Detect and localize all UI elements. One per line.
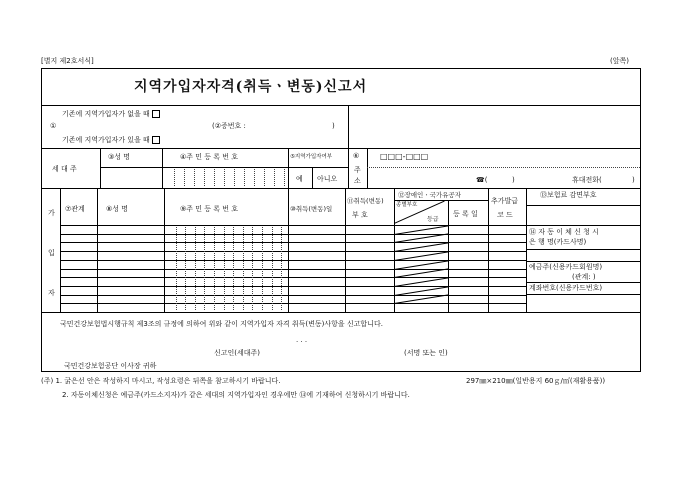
divider bbox=[162, 148, 163, 188]
divider bbox=[348, 148, 640, 149]
member-row-line bbox=[60, 295, 526, 296]
divider bbox=[367, 148, 368, 188]
recipient-label: 국민건강보험공단 이사장 귀하 bbox=[64, 362, 157, 370]
mobile-label: 휴대전화( bbox=[572, 176, 602, 184]
kind-code-header: 종별부호 bbox=[396, 202, 418, 208]
note-1: (주) 1. 굵은선 안은 작성하지 마시고, 작성요령은 뒤쪽을 참고하시기 바랍니다. bbox=[41, 377, 281, 385]
grade-header: 등급 bbox=[427, 216, 439, 223]
divider bbox=[348, 148, 349, 188]
divider bbox=[42, 148, 348, 149]
rrn-digit-separator bbox=[262, 227, 263, 310]
rrn-digit-separator bbox=[243, 227, 244, 310]
rrn-digit-separator bbox=[204, 227, 205, 310]
divider bbox=[312, 167, 313, 188]
existing-label: 기존에 지역가입자가 있을 때 bbox=[62, 136, 160, 144]
declarant-label: 신고인(세대주) bbox=[214, 349, 261, 357]
divider bbox=[288, 148, 289, 188]
divider bbox=[60, 225, 640, 226]
divider bbox=[42, 312, 640, 313]
rrn-digit-separator bbox=[214, 169, 215, 186]
extra-issue-header: 추가발급 bbox=[491, 197, 519, 205]
section1-number: ① bbox=[50, 122, 57, 130]
account-number-label: 계좌번호(신용카드번호) bbox=[529, 284, 603, 292]
divider bbox=[164, 188, 165, 312]
rrn-digit-separator bbox=[176, 227, 177, 310]
rrn-digit-separator bbox=[184, 169, 185, 186]
declaration-date[interactable]: . . . bbox=[296, 336, 308, 344]
signature-label[interactable]: (서명 또는 인) bbox=[404, 349, 448, 357]
form-number: [별지 제2호서식] bbox=[41, 57, 94, 65]
acquisition-date-header: ⑩취득(변동)일 bbox=[290, 205, 333, 213]
member-rrn-header: ⑨주 민 등 록 번 호 bbox=[180, 205, 238, 213]
divider bbox=[526, 282, 640, 283]
member-side-label-2: 입 bbox=[48, 249, 55, 257]
rrn-digit-separator bbox=[204, 169, 205, 186]
registration-date-header: 등 록 일 bbox=[453, 210, 478, 218]
paper-spec: 297㎜×210㎜(일반용지 60ｇ/㎡(재활용품)) bbox=[466, 377, 606, 385]
divider bbox=[288, 188, 289, 312]
rrn-digit-separator bbox=[233, 227, 234, 310]
member-row-line bbox=[60, 234, 526, 235]
page-side-label: (앞쪽) bbox=[610, 57, 629, 65]
rrn-digit-separator bbox=[174, 169, 175, 186]
divider bbox=[348, 105, 349, 149]
checkbox-existing[interactable] bbox=[152, 136, 160, 144]
declaration-text: 국민건강보험법시행규칙 제3조의 규정에 의하여 위와 같이 지역가입자 자격 취득(변동)사항을 신고합니다. bbox=[60, 320, 383, 328]
cert-number-label: (②증번호 : bbox=[212, 122, 246, 130]
bank-name-label: 은 행 명(카드사명) bbox=[529, 238, 587, 246]
rrn-digit-separator bbox=[252, 227, 253, 310]
postal-code-boxes[interactable]: □□□-□□□ bbox=[380, 152, 429, 161]
mobile-close: ) bbox=[632, 176, 635, 184]
divider bbox=[345, 188, 346, 312]
account-number-field[interactable] bbox=[526, 294, 640, 295]
member-row-line bbox=[60, 251, 526, 252]
holder-relation-label: (관계: ) bbox=[572, 273, 596, 281]
rrn-digit-separator bbox=[264, 169, 265, 186]
member-row-line bbox=[60, 242, 526, 243]
cert-number-close: ) bbox=[332, 122, 335, 130]
divider bbox=[60, 188, 61, 312]
divider bbox=[526, 261, 640, 262]
disabled-veteran-header: ⑫장애인ㆍ국가유공자 bbox=[398, 191, 462, 199]
divider bbox=[488, 188, 489, 312]
member-side-label-1: 가 bbox=[48, 209, 55, 217]
member-row-line bbox=[60, 269, 526, 270]
bank-name-field[interactable] bbox=[526, 249, 640, 250]
rrn-digit-separator bbox=[224, 227, 225, 310]
no-option[interactable]: 아니오 bbox=[317, 175, 338, 183]
yes-option[interactable]: 예 bbox=[296, 175, 303, 183]
divider bbox=[640, 188, 641, 312]
checkbox-no-existing[interactable] bbox=[152, 110, 160, 118]
member-side-label-3: 자 bbox=[48, 289, 55, 297]
address-line bbox=[367, 167, 640, 168]
rrn-digit-separator bbox=[234, 169, 235, 186]
telephone-close: ) bbox=[512, 176, 515, 184]
extra-issue-code-header: 코 드 bbox=[497, 211, 513, 219]
account-holder-label: 예금주(신용카드회원명) bbox=[529, 263, 603, 271]
divider bbox=[100, 167, 348, 168]
member-name-header: ⑧성 명 bbox=[106, 205, 129, 213]
member-row-line bbox=[60, 303, 526, 304]
rrn-digit-separator bbox=[224, 169, 225, 186]
household-name-header: ③성 명 bbox=[108, 153, 131, 161]
household-label: 세 대 주 bbox=[52, 165, 77, 173]
rrn-digit-separator bbox=[185, 227, 186, 310]
relation-header: ⑦관계 bbox=[65, 205, 85, 213]
member-status-header: ⑤지역가입자여부 bbox=[290, 154, 333, 160]
autopay-title: ⑭ 자 동 이 체 신 청 시 bbox=[529, 228, 599, 236]
rrn-digit-separator bbox=[214, 227, 215, 310]
divider bbox=[97, 188, 98, 312]
rrn-digit-separator bbox=[272, 227, 273, 310]
member-row-line bbox=[60, 260, 526, 261]
divider bbox=[100, 148, 101, 188]
acquisition-code-header-2: 부 호 bbox=[352, 211, 368, 219]
divider bbox=[526, 205, 640, 206]
household-rrn-header: ④주 민 등 록 번 호 bbox=[180, 153, 238, 161]
address-label: 주 소 bbox=[354, 166, 361, 185]
rrn-digit-separator bbox=[194, 169, 195, 186]
telephone-label: ☎( bbox=[476, 176, 488, 184]
divider bbox=[42, 105, 640, 106]
rrn-digit-separator bbox=[244, 169, 245, 186]
rrn-digit-separator bbox=[195, 227, 196, 310]
form-frame bbox=[41, 68, 641, 372]
divider bbox=[42, 188, 640, 189]
no-existing-label: 기존에 지역가입자가 없을 때 bbox=[62, 110, 160, 118]
member-row-line bbox=[60, 277, 526, 278]
rrn-digit-separator bbox=[274, 169, 275, 186]
note-2: 2. 자동이체신청은 예금주(카드소지자)가 같은 세대의 지역가입자인 경우에만 ⑭에 기재하여 신청하시기 바랍니다. bbox=[62, 391, 410, 399]
form-title: 지역가입자자격(취득ㆍ변동)신고서 bbox=[134, 79, 368, 95]
member-row-line bbox=[60, 286, 526, 287]
rrn-digit-separator bbox=[281, 227, 282, 310]
address-number: ⑥ bbox=[353, 152, 360, 160]
premium-reduction-header: ⑬보험료 감면부호 bbox=[540, 191, 597, 199]
rrn-digit-separator bbox=[254, 169, 255, 186]
acquisition-code-header: ⑪취득(변동) bbox=[347, 197, 384, 205]
rrn-digit-separator bbox=[284, 169, 285, 186]
